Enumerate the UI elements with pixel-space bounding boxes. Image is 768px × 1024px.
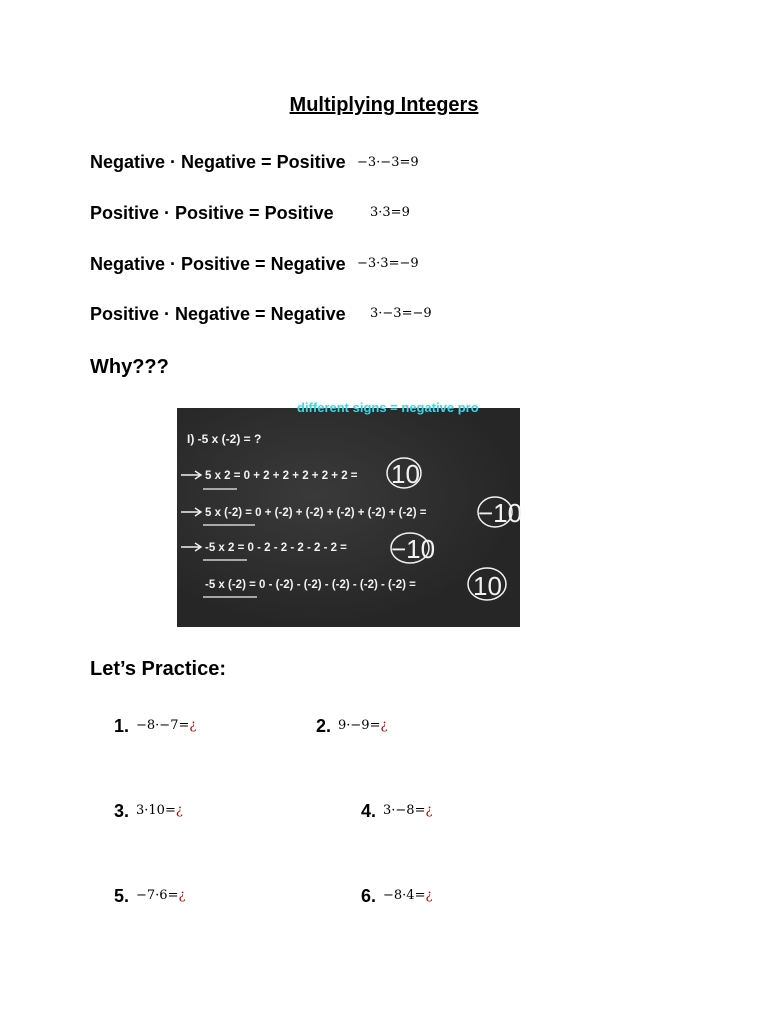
why-heading: Why??? — [90, 356, 169, 378]
chalkboard-image — [177, 400, 523, 627]
answer-blank: ¿ — [425, 888, 433, 903]
answer-blank: ¿ — [189, 718, 197, 733]
rule-example-neg-pos: −3·3=−9 — [357, 256, 419, 271]
answer-blank: ¿ — [178, 888, 186, 903]
arrow-icon — [181, 471, 201, 479]
problem-expr: −8·−7= — [136, 718, 190, 733]
rule-label-neg-pos: Negative · Positive = Negative — [90, 254, 346, 274]
chalkboard-answer-1: 10 — [391, 459, 420, 489]
arrow-icon — [181, 508, 201, 516]
chalkboard-answer-4: 10 — [473, 571, 502, 601]
practice-heading: Let’s Practice: — [90, 658, 226, 680]
problem-expr: 3·−8= — [383, 803, 426, 818]
rule-example-pos-pos: 3·3=9 — [370, 205, 410, 220]
chalkboard-line-3: -5 x 2 = 0 - 2 - 2 - 2 - 2 - 2 = — [205, 542, 347, 554]
chalkboard-line-2: 5 x (-2) = 0 + (-2) + (-2) + (-2) + (-2) + (-2) = — [205, 507, 427, 519]
rule-label-pos-neg: Positive · Negative = Negative — [90, 304, 346, 324]
arrow-icon — [181, 543, 201, 551]
problem-number-2: 2. — [316, 716, 332, 736]
problem-4 — [383, 803, 432, 818]
problem-number-4: 4. — [361, 801, 377, 821]
problem-number-1: 1. — [114, 716, 130, 736]
chalkboard-top-text: different signs = negative pro — [297, 400, 479, 415]
problem-5 — [136, 888, 185, 903]
problem-expr: 9·−9= — [338, 718, 381, 733]
problem-2 — [338, 718, 387, 733]
answer-blank: ¿ — [175, 803, 183, 818]
answer-blank: ¿ — [425, 803, 433, 818]
problem-1 — [136, 718, 196, 733]
problem-number-3: 3. — [114, 801, 130, 821]
problem-number-5: 5. — [114, 886, 130, 906]
chalkboard-problem: I) -5 x (-2) = ? — [187, 432, 262, 446]
chalkboard-answer-3: −10 — [391, 534, 436, 564]
chalkboard-line-4: -5 x (-2) = 0 - (-2) - (-2) - (-2) - (-2) - (-2) = — [205, 579, 416, 591]
page-title: Multiplying Integers — [289, 94, 479, 116]
problem-expr: −8·4= — [383, 888, 426, 903]
problem-number-6: 6. — [361, 886, 377, 906]
problem-expr: 3·10= — [136, 803, 176, 818]
answer-blank: ¿ — [380, 718, 388, 733]
rule-label-neg-neg: Negative · Negative = Positive — [90, 152, 346, 172]
chalkboard-line-1: 5 x 2 = 0 + 2 + 2 + 2 + 2 + 2 = — [205, 470, 358, 482]
chalkboard-answer-2: −10 — [478, 498, 523, 528]
problem-expr: −7·6= — [136, 888, 179, 903]
problem-3 — [136, 803, 183, 818]
problem-6 — [383, 888, 432, 903]
rule-label-pos-pos: Positive · Positive = Positive — [90, 203, 334, 223]
rule-example-pos-neg: 3·−3=−9 — [370, 306, 432, 321]
rule-example-neg-neg: −3·−3=9 — [357, 155, 419, 170]
